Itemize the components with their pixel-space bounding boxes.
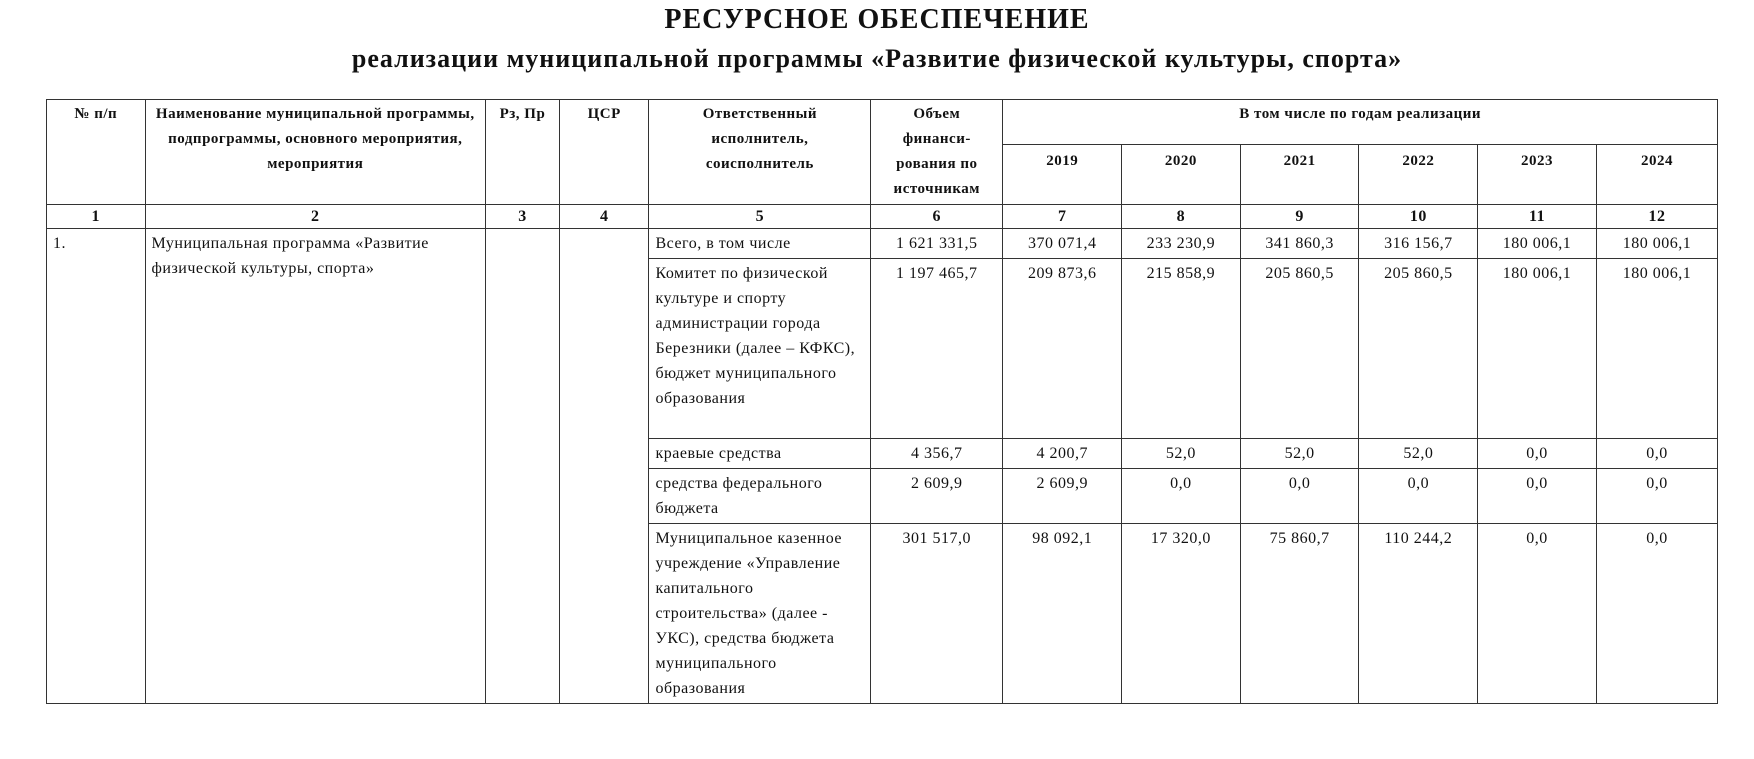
value-cell: 0,0 — [1122, 469, 1241, 524]
document-subtitle: реализации муниципальной программы «Развитие физической культуры, спорта» — [351, 44, 1403, 73]
value-cell: 1 621 331,5 — [871, 229, 1003, 259]
value-cell: 1 197 465,7 — [871, 259, 1003, 439]
header-num: № п/п — [47, 100, 146, 205]
value-cell: 209 873,6 — [1003, 259, 1122, 439]
value-cell: 2 609,9 — [871, 469, 1003, 524]
value-cell: 17 320,0 — [1122, 524, 1241, 704]
value-cell: 205 860,5 — [1359, 259, 1478, 439]
header-year: 2021 — [1240, 145, 1359, 205]
value-cell: 75 860,7 — [1240, 524, 1359, 704]
column-number-row — [47, 205, 1718, 229]
header-csr: ЦСР — [559, 100, 649, 205]
header-year: 2019 — [1003, 145, 1122, 205]
column-number: 1 — [47, 205, 146, 229]
column-number: 6 — [871, 205, 1003, 229]
column-number: 5 — [649, 205, 871, 229]
value-cell: 4 200,7 — [1003, 439, 1122, 469]
value-cell: 0,0 — [1359, 469, 1478, 524]
value-cell: 98 092,1 — [1003, 524, 1122, 704]
value-cell: 233 230,9 — [1122, 229, 1241, 259]
value-cell: 0,0 — [1596, 439, 1717, 469]
value-cell: 52,0 — [1359, 439, 1478, 469]
executor-cell: Всего, в том числе — [649, 229, 871, 259]
value-cell: 215 858,9 — [1122, 259, 1241, 439]
header-executor: Ответственный исполнитель, соисполнитель — [649, 100, 871, 205]
program-number: 1. — [47, 229, 146, 704]
column-number: 10 — [1359, 205, 1478, 229]
value-cell: 180 006,1 — [1596, 259, 1717, 439]
value-cell: 0,0 — [1478, 524, 1597, 704]
header-years-group: В том числе по годам реализации — [1003, 100, 1718, 145]
value-cell: 0,0 — [1478, 469, 1597, 524]
column-number: 7 — [1003, 205, 1122, 229]
value-cell: 52,0 — [1122, 439, 1241, 469]
value-cell: 370 071,4 — [1003, 229, 1122, 259]
value-cell: 180 006,1 — [1596, 229, 1717, 259]
executor-cell: средства федерального бюджета — [649, 469, 871, 524]
column-number: 11 — [1478, 205, 1597, 229]
value-cell: 180 006,1 — [1478, 259, 1597, 439]
value-cell: 52,0 — [1240, 439, 1359, 469]
header-year: 2024 — [1596, 145, 1717, 205]
program-name: Муниципальная программа «Развитие физической культуры, спорта» — [145, 229, 485, 704]
column-number: 2 — [145, 205, 485, 229]
executor-cell: Муниципальное казенное учреждение «Управление капитального строительства» (далее - УКС), средства бюджета муниципального образования — [649, 524, 871, 704]
header-name: Наименование муниципальной программы, подпрограммы, основного мероприятия, мероприятия — [145, 100, 485, 205]
value-cell: 4 356,7 — [871, 439, 1003, 469]
value-cell: 316 156,7 — [1359, 229, 1478, 259]
table-row — [47, 229, 1718, 259]
value-cell: 0,0 — [1596, 469, 1717, 524]
value-cell: 110 244,2 — [1359, 524, 1478, 704]
value-cell: 0,0 — [1240, 469, 1359, 524]
program-csr — [559, 229, 649, 704]
column-number: 12 — [1596, 205, 1717, 229]
column-number: 8 — [1122, 205, 1241, 229]
header-rz: Рз, Пр — [486, 100, 560, 205]
header-year: 2023 — [1478, 145, 1597, 205]
executor-cell: Комитет по физической культуре и спорту администрации города Березники (далее – КФКС), бюджет муниципального образования — [649, 259, 871, 439]
program-rz — [486, 229, 560, 704]
column-number: 3 — [486, 205, 560, 229]
header-year: 2020 — [1122, 145, 1241, 205]
resource-table — [46, 99, 1718, 704]
column-number: 4 — [559, 205, 649, 229]
executor-cell: краевые средства — [649, 439, 871, 469]
header-year: 2022 — [1359, 145, 1478, 205]
document-title: РЕСУРСНОЕ ОБЕСПЕЧЕНИЕ — [664, 4, 1090, 35]
value-cell: 205 860,5 — [1240, 259, 1359, 439]
value-cell: 341 860,3 — [1240, 229, 1359, 259]
value-cell: 301 517,0 — [871, 524, 1003, 704]
value-cell: 0,0 — [1596, 524, 1717, 704]
value-cell: 180 006,1 — [1478, 229, 1597, 259]
value-cell: 0,0 — [1478, 439, 1597, 469]
value-cell: 2 609,9 — [1003, 469, 1122, 524]
column-number: 9 — [1240, 205, 1359, 229]
header-volume: Объем финанси-рования по источникам — [871, 100, 1003, 205]
